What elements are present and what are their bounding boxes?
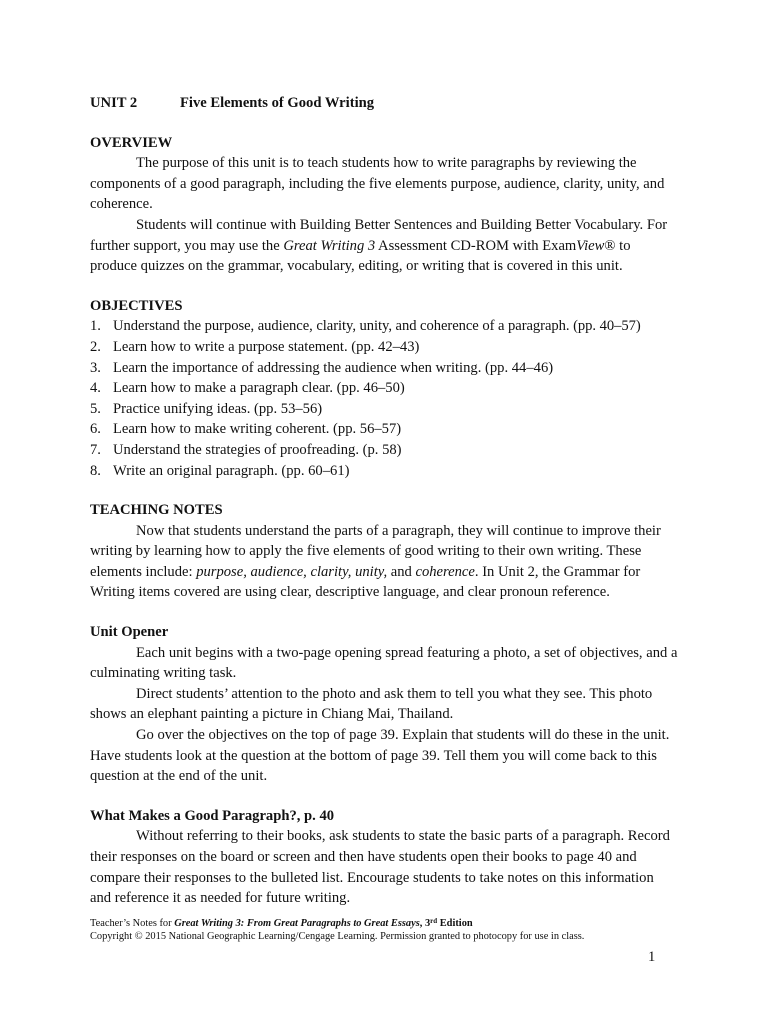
unit-opener-heading: Unit Opener bbox=[90, 624, 169, 641]
text-run: Now that students understand the parts of a paragraph, they will continue to improve their writing by learning how to apply the five elements of good writing to their own writing. These elements include: bbox=[90, 522, 661, 580]
footer-citation bbox=[90, 915, 690, 930]
overview-section bbox=[90, 133, 678, 277]
good-paragraph-heading: What Makes a Good Paragraph?, p. 40 bbox=[90, 807, 335, 824]
good-paragraph-section bbox=[90, 806, 678, 909]
list-text: Learn the importance of addressing the audience when writing. (pp. 44–46) bbox=[113, 359, 554, 376]
good-paragraph-paragraph: Without referring to their books, ask students to state the basic parts of a paragraph. Record their responses on the board or screen and then have students open their books to page 40 and compare their responses to the bulleted list. Encourage students to take notes on this information and reference it as needed for future writing. bbox=[90, 828, 670, 907]
list-text: Practice unifying ideas. (pp. 53–56) bbox=[113, 400, 323, 417]
list-item bbox=[90, 316, 678, 337]
list-item bbox=[90, 378, 678, 399]
overview-heading: OVERVIEW bbox=[90, 134, 173, 151]
text-run: , 3 bbox=[419, 918, 431, 929]
text-run: Assessment CD-ROM with Exam bbox=[375, 237, 577, 254]
list-item bbox=[90, 337, 678, 358]
list-number: 1. bbox=[90, 318, 101, 335]
book-title: Great Writing 3 bbox=[283, 237, 376, 254]
list-number: 2. bbox=[90, 338, 101, 355]
list-text: Write an original paragraph. (pp. 60–61) bbox=[113, 462, 350, 479]
unit-opener-paragraph-2: Direct students’ attention to the photo and ask them to tell you what they see. This photo shows an elephant painting a picture in Chiang Mai, Thailand. bbox=[90, 685, 653, 723]
list-number: 4. bbox=[90, 380, 101, 397]
ordinal-suffix: rd bbox=[430, 917, 438, 925]
list-item bbox=[90, 461, 678, 482]
italic-elements: purpose, audience, clarity, unity, bbox=[196, 563, 388, 580]
teaching-notes-paragraph bbox=[90, 521, 678, 603]
list-text: Understand the strategies of proofreading. (p. 58) bbox=[113, 441, 402, 458]
text-run: and bbox=[387, 563, 416, 580]
list-item bbox=[90, 419, 678, 440]
list-number: 5. bbox=[90, 400, 101, 417]
list-item bbox=[90, 358, 678, 379]
objectives-list bbox=[90, 316, 678, 481]
book-title: Great Writing 3: From Great Paragraphs to Great Essays bbox=[174, 918, 420, 929]
list-number: 3. bbox=[90, 359, 101, 376]
text-run: Teacher’s Notes for bbox=[90, 918, 175, 929]
unit-number: UNIT 2 bbox=[90, 95, 138, 111]
unit-opener-section bbox=[90, 622, 678, 787]
list-number: 7. bbox=[90, 441, 101, 458]
page-footer bbox=[90, 915, 690, 943]
page-number: 1 bbox=[648, 949, 656, 965]
list-number: 6. bbox=[90, 421, 101, 438]
unit-opener-paragraph-3: Go over the objectives on the top of page 39. Explain that students will do these in the unit. Have students look at the question at the bottom of page 39. Tell them you will come back to this question at the end of the unit. bbox=[90, 727, 670, 785]
overview-paragraph-1: The purpose of this unit is to teach students how to write paragraphs by reviewing the components of a good paragraph, including the five elements purpose, audience, clarity, unity, and coherence. bbox=[90, 155, 665, 213]
text-run: Students will continue with Building Better Sentences and Building Better Vocabulary. For further support, you may use the bbox=[90, 216, 668, 254]
italic-coherence: coherence bbox=[415, 563, 475, 580]
objectives-heading: OBJECTIVES bbox=[90, 297, 183, 314]
list-text: Learn how to write a purpose statement. (pp. 42–43) bbox=[113, 338, 420, 355]
examview-italic: View bbox=[576, 237, 605, 254]
list-number: 8. bbox=[90, 462, 101, 479]
text-run: . In Unit 2, the Grammar for Writing items covered are using clear, descriptive language, and clear pronoun reference. bbox=[90, 563, 641, 601]
list-text: Learn how to make writing coherent. (pp. 56–57) bbox=[113, 421, 402, 438]
document-body bbox=[90, 93, 678, 909]
list-item bbox=[90, 440, 678, 461]
teaching-notes-section bbox=[90, 500, 678, 603]
text-run: Edition bbox=[437, 918, 473, 929]
unit-opener-paragraph-1: Each unit begins with a two-page opening spread featuring a photo, a set of objectives, and a culminating writing task. bbox=[90, 644, 678, 682]
footer-copyright: Copyright © 2015 National Geographic Learning/Cengage Learning. Permission granted to photocopy for use in class. bbox=[90, 931, 585, 942]
teaching-notes-heading: TEACHING NOTES bbox=[90, 502, 223, 519]
list-item bbox=[90, 399, 678, 420]
objectives-section bbox=[90, 296, 678, 481]
overview-paragraph-2 bbox=[90, 215, 678, 277]
list-text: Learn how to make a paragraph clear. (pp. 46–50) bbox=[113, 380, 405, 397]
unit-title: Five Elements of Good Writing bbox=[180, 95, 375, 111]
list-text: Understand the purpose, audience, clarity, unity, and coherence of a paragraph. (pp. 40–57) bbox=[113, 318, 641, 335]
unit-title-line bbox=[90, 93, 678, 114]
text-run: ® to produce quizzes on the grammar, vocabulary, editing, or writing that is covered in this unit. bbox=[90, 237, 631, 275]
